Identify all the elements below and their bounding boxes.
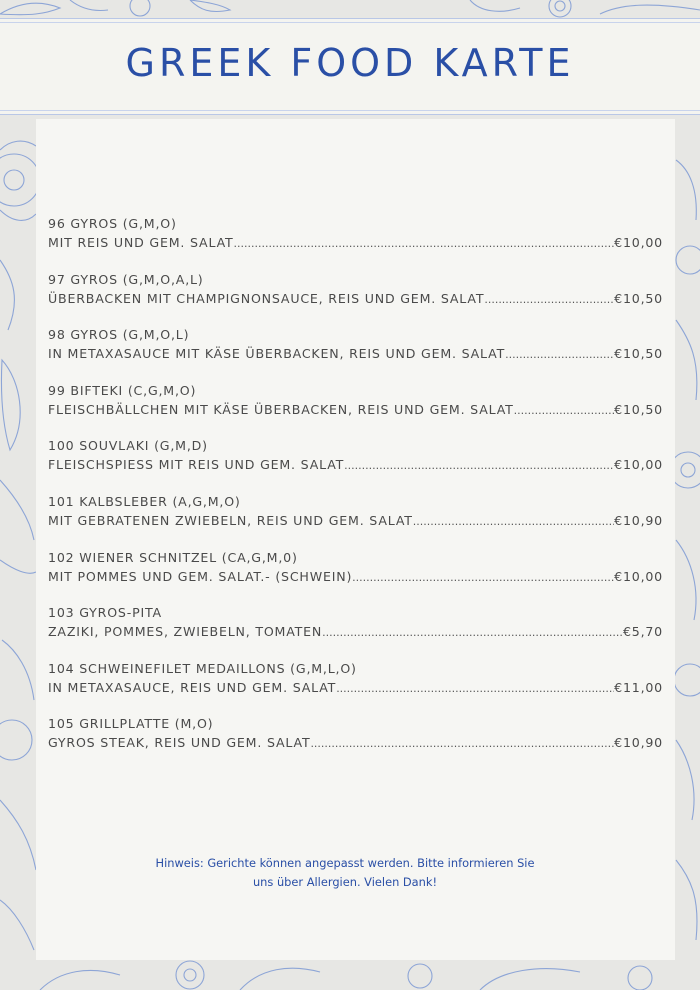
page-title: GREEK FOOD KARTE bbox=[125, 41, 575, 85]
dot-leader bbox=[336, 679, 614, 698]
dot-leader bbox=[484, 290, 614, 309]
menu-item-name: 105 GRILLPLATTE (M,O) bbox=[48, 716, 214, 732]
menu-item-line bbox=[48, 289, 663, 309]
menu-item-name: 101 KALBSLEBER (A,G,M,O) bbox=[48, 493, 241, 509]
menu-item-name: 97 GYROS (G,M,O,A,L) bbox=[48, 271, 204, 287]
menu-item bbox=[48, 548, 663, 604]
menu-item-description: ZAZIKI, POMMES, ZWIEBELN, TOMATEN bbox=[48, 624, 323, 640]
menu-item-price: €10,50 bbox=[614, 290, 663, 306]
menu-item-line bbox=[48, 622, 663, 642]
menu-item bbox=[48, 714, 663, 770]
dot-leader bbox=[505, 345, 614, 364]
menu-item-line bbox=[48, 455, 663, 475]
menu-item-price: €10,50 bbox=[614, 346, 663, 362]
menu-item-price: €10,00 bbox=[614, 568, 663, 584]
dot-leader bbox=[322, 623, 623, 642]
menu-item-description: MIT REIS UND GEM. SALAT bbox=[48, 235, 234, 250]
menu-item-price: €5,70 bbox=[622, 624, 663, 640]
header-band bbox=[0, 18, 700, 115]
dot-leader bbox=[234, 234, 615, 253]
menu-item-price: €10,50 bbox=[614, 401, 663, 417]
menu-list bbox=[48, 214, 663, 770]
menu-item-name: 104 SCHWEINEFILET MEDAILLONS (G,M,L,O) bbox=[48, 660, 357, 676]
dot-leader bbox=[514, 401, 614, 420]
menu-item bbox=[48, 492, 663, 548]
menu-item-line bbox=[48, 733, 663, 753]
flower-left-side-icon bbox=[0, 141, 40, 950]
menu-item-line bbox=[48, 511, 663, 531]
menu-item bbox=[48, 214, 663, 270]
menu-item-price: €10,00 bbox=[614, 457, 663, 473]
menu-item-description: IN METAXASAUCE, REIS UND GEM. SALAT bbox=[48, 679, 337, 695]
menu-item bbox=[48, 381, 663, 437]
menu-item-line bbox=[48, 233, 663, 253]
allergy-note-line-2: uns über Allergien. Vielen Dank! bbox=[252, 875, 438, 889]
menu-item bbox=[48, 603, 663, 659]
menu-item-price: €10,00 bbox=[614, 235, 663, 250]
menu-item-name: 103 GYROS-PITA bbox=[48, 605, 162, 621]
menu-item-line bbox=[48, 400, 663, 420]
menu-item bbox=[48, 659, 663, 715]
menu-item-description: ÜBERBACKEN MIT CHAMPIGNONSAUCE, REIS UND GEM. SALAT bbox=[48, 290, 485, 306]
dot-leader bbox=[352, 568, 614, 587]
menu-item-line bbox=[48, 678, 663, 698]
allergy-note-line-1: Hinweis: Gerichte können angepasst werden. Bitte informieren Sie bbox=[155, 856, 535, 870]
menu-item-name: 99 BIFTEKI (C,G,M,O) bbox=[48, 382, 197, 398]
flower-top-left-icon bbox=[0, 0, 230, 16]
menu-item bbox=[48, 325, 663, 381]
allergy-note bbox=[110, 854, 580, 892]
menu-item-description: MIT GEBRATENEN ZWIEBELN, REIS UND GEM. SALAT bbox=[48, 512, 413, 528]
menu-item-description: GYROS STEAK, REIS UND GEM. SALAT bbox=[48, 735, 311, 751]
menu-item-price: €10,90 bbox=[614, 512, 663, 528]
menu-item-name: 100 SOUVLAKI (G,M,D) bbox=[48, 438, 208, 454]
menu-item-price: €10,90 bbox=[614, 735, 663, 751]
menu-item-description: MIT POMMES UND GEM. SALAT.- (SCHWEIN) bbox=[48, 568, 353, 584]
flower-bottom-icon bbox=[40, 961, 652, 990]
menu-item-price: €11,00 bbox=[614, 679, 663, 695]
menu-item-name: 98 GYROS (G,M,O,L) bbox=[48, 327, 190, 343]
menu-item bbox=[48, 270, 663, 326]
menu-item-line bbox=[48, 567, 663, 587]
menu-item-name: 96 GYROS (G,M,O) bbox=[48, 216, 177, 231]
menu-item-name: 102 WIENER SCHNITZEL (CA,G,M,0) bbox=[48, 549, 298, 565]
dot-leader bbox=[310, 734, 614, 753]
menu-item-description: FLEISCHBÄLLCHEN MIT KÄSE ÜBERBACKEN, REIS UND GEM. SALAT bbox=[48, 401, 514, 417]
menu-item-line bbox=[48, 344, 663, 364]
dot-leader bbox=[344, 456, 614, 475]
menu-item bbox=[48, 436, 663, 492]
flower-top-right-icon bbox=[470, 0, 700, 17]
dot-leader bbox=[413, 512, 614, 531]
menu-item-description: IN METAXASAUCE MIT KÄSE ÜBERBACKEN, REIS UND GEM. SALAT bbox=[48, 346, 506, 362]
menu-item-description: FLEISCHSPIESS MIT REIS UND GEM. SALAT bbox=[48, 457, 345, 473]
